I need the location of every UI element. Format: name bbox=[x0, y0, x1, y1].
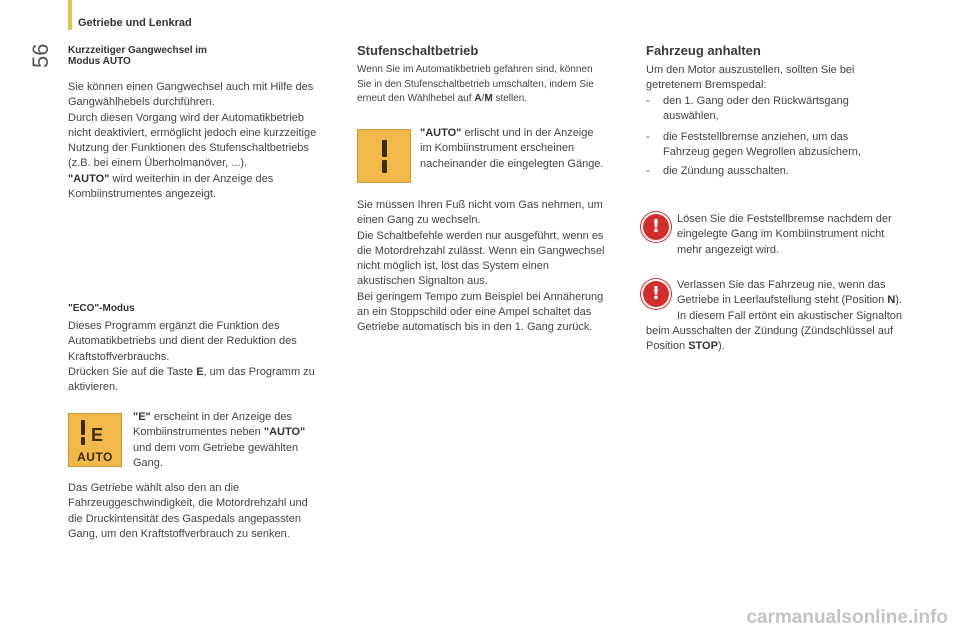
text-line: Gangwählhebels durchführen. bbox=[68, 96, 215, 109]
section-title-stop-vehicle: Fahrzeug anhalten bbox=[646, 43, 761, 58]
text-line bbox=[68, 172, 343, 187]
section-header-title: Getriebe und Lenkrad bbox=[78, 17, 192, 29]
text-line: die Druckintensität des Gaspedals angepassten bbox=[68, 512, 301, 525]
gear-bar-icon bbox=[382, 160, 387, 173]
text-line: Nutzung der Funktionen des Stufenschaltbetriebs bbox=[68, 142, 309, 155]
list-item bbox=[646, 164, 926, 179]
paragraph-gear-selection bbox=[68, 481, 343, 542]
list-dash: - bbox=[646, 95, 650, 107]
text-line: Dieses Programm ergänzt die Funktion des bbox=[68, 320, 280, 332]
text-span: ). bbox=[895, 294, 903, 307]
warning-neutral-position bbox=[677, 278, 937, 324]
bold-term: "AUTO" bbox=[263, 426, 306, 439]
gear-bar-icon bbox=[81, 437, 85, 445]
auto-label: AUTO bbox=[77, 450, 113, 464]
text-line: Verlassen Sie das Fahrzeug nie, wenn das bbox=[677, 279, 886, 291]
page-number-wrap bbox=[28, 43, 58, 98]
text-line: eingelegte Gang im Kombiinstrument nicht bbox=[677, 228, 885, 241]
bold-term: STOP bbox=[688, 340, 718, 353]
text-line: Die Schaltbefehle werden nur ausgeführt, wenn es bbox=[357, 229, 604, 242]
text-line: die Zündung ausschalten. bbox=[663, 165, 789, 177]
text-line: nicht möglich ist, löst das System einen bbox=[357, 260, 549, 273]
text-line bbox=[133, 425, 343, 440]
list-item bbox=[646, 94, 926, 123]
text-span: Getriebe in Leerlaufstellung steht (Position bbox=[677, 294, 888, 307]
watermark: carmanualsonline.info bbox=[746, 607, 948, 628]
text-line bbox=[133, 410, 343, 425]
text-line: aktivieren. bbox=[68, 381, 119, 394]
text-span: Position bbox=[646, 340, 689, 353]
gear-bar-icon bbox=[382, 140, 387, 157]
eco-auto-indicator-icon bbox=[68, 413, 122, 467]
text-line: Bei geringem Tempo zum Beispiel bei Annäherung bbox=[357, 290, 604, 303]
text-line: nicht deaktiviert, ermöglicht jedoch eine kurzzeitige bbox=[68, 126, 317, 139]
text-line: an ein Stoppschild oder eine Ampel schaltet das bbox=[357, 306, 592, 319]
gear-indicator-icon bbox=[357, 129, 411, 183]
bold-term: "E" bbox=[133, 411, 151, 423]
text-line: Kombiinstrumentes angezeigt. bbox=[68, 188, 216, 201]
text-line: Sie müssen Ihren Fuß nicht vom Gas nehmen, um bbox=[357, 199, 603, 211]
warning-icon: ! bbox=[643, 281, 669, 307]
text-line bbox=[357, 92, 632, 107]
paragraph-stop-intro bbox=[646, 63, 926, 94]
text-line: Gang, um den Kraftstoffverbrauch zu senken. bbox=[68, 527, 290, 540]
text-line: Um den Motor auszustellen, sollten Sie bei bbox=[646, 64, 855, 76]
paragraph-auto-off bbox=[420, 126, 632, 172]
text-line: Gang. bbox=[133, 456, 163, 469]
gear-bar-icon bbox=[81, 420, 85, 435]
text-line: einen Gang zu wechseln. bbox=[357, 214, 481, 227]
paragraph-eco-mode bbox=[68, 319, 343, 395]
list-dash: - bbox=[646, 165, 650, 177]
text-line: (z.B. bei einem Überholmanöver, ...). bbox=[68, 157, 248, 170]
bold-term: M bbox=[484, 93, 493, 104]
paragraph-short-shift bbox=[68, 80, 343, 202]
text-line bbox=[68, 365, 343, 380]
eco-letter: E bbox=[91, 425, 104, 445]
text-line: den 1. Gang oder den Rückwärtsgang bbox=[663, 95, 849, 107]
text-line: die Motordrehzahl zulässt. Wenn ein Gangwechsel bbox=[357, 244, 605, 257]
paragraph-manual-intro bbox=[357, 63, 632, 107]
text-span: / bbox=[481, 93, 485, 104]
subheading-eco-mode: "ECO"-Modus bbox=[68, 303, 135, 314]
text-line bbox=[420, 126, 632, 141]
bold-key: E bbox=[196, 365, 204, 378]
text-line: nacheinander die eingelegten Gänge. bbox=[420, 157, 604, 170]
paragraph-e-indicator bbox=[133, 410, 343, 471]
text-line: im Kombiinstrument erscheinen bbox=[420, 142, 575, 155]
text-span: ). bbox=[717, 340, 725, 353]
bold-term: A bbox=[474, 93, 482, 104]
text-line bbox=[677, 293, 937, 308]
text-line: Fahrzeuggeschwindigkeit, die Motordrehzahl und bbox=[68, 497, 308, 510]
text-line: Automatikbetriebs und dient der Reduktion des bbox=[68, 335, 297, 348]
text-line: mehr angezeigt wird. bbox=[677, 243, 780, 256]
text-line: beim Ausschalten der Zündung (Zündschlüssel auf bbox=[646, 325, 894, 337]
bold-term: N bbox=[887, 294, 896, 307]
section-title-manual-mode: Stufenschaltbetrieb bbox=[357, 43, 479, 58]
text-span: Kombiinstrumentes neben bbox=[133, 426, 264, 439]
text-line: Das Getriebe wählt also den an die bbox=[68, 482, 240, 494]
bold-term: "AUTO" bbox=[420, 127, 462, 139]
text-line bbox=[646, 339, 936, 354]
warning-icon: ! bbox=[643, 214, 669, 240]
text-line: Sie können einen Gangwechsel auch mit Hilfe des bbox=[68, 81, 314, 93]
bold-term: "AUTO" bbox=[68, 172, 110, 185]
text-span: erneut den Wählhebel auf bbox=[357, 93, 475, 104]
text-line: Lösen Sie die Feststellbremse nachdem der bbox=[677, 213, 892, 225]
text-line: und dem vom Getriebe gewählten bbox=[133, 441, 299, 454]
header-accent-bar bbox=[68, 0, 72, 30]
warning-neutral-continued bbox=[646, 324, 936, 355]
paragraph-manual-details bbox=[357, 198, 632, 336]
subheading-line: Modus AUTO bbox=[68, 56, 131, 67]
text-line: Durch diesen Vorgang wird der Automatikbetrieb bbox=[68, 111, 305, 124]
text-line: Fahrzeug gegen Wegrollen abzusichern, bbox=[663, 146, 861, 159]
text-span: erscheint in der Anzeige des bbox=[150, 411, 293, 423]
text-line: Getriebe automatisch bis in den 1. Gang zurück. bbox=[357, 321, 593, 334]
list-item bbox=[646, 130, 926, 161]
text-span: erlischt und in der Anzeige bbox=[461, 127, 594, 139]
subheading-short-shift bbox=[68, 45, 207, 67]
page-number: 56 bbox=[28, 43, 53, 68]
warning-parking-brake bbox=[677, 212, 927, 258]
text-line: Sie in den Stufenschaltbetrieb umschalten, indem Sie bbox=[357, 78, 594, 90]
text-line: akustischen Signalton aus. bbox=[357, 275, 488, 288]
list-dash: - bbox=[646, 131, 650, 143]
text-span: wird weiterhin in der Anzeige des bbox=[109, 172, 274, 185]
text-line: getretenem Bremspedal: bbox=[646, 79, 767, 92]
subheading-line: Kurzzeitiger Gangwechsel im bbox=[68, 45, 207, 56]
text-span: Drücken Sie auf die Taste bbox=[68, 365, 197, 378]
text-line: die Feststellbremse anziehen, um das bbox=[663, 131, 849, 143]
text-span: stellen. bbox=[492, 93, 528, 104]
text-line: Wenn Sie im Automatikbetrieb gefahren sind, können bbox=[357, 64, 593, 75]
text-line: Kraftstoffverbrauchs. bbox=[68, 350, 170, 363]
text-span: , um das Programm zu bbox=[203, 365, 315, 378]
text-line: In diesem Fall ertönt ein akustischer Signalton bbox=[677, 309, 903, 322]
text-line: auswählen, bbox=[663, 110, 719, 123]
